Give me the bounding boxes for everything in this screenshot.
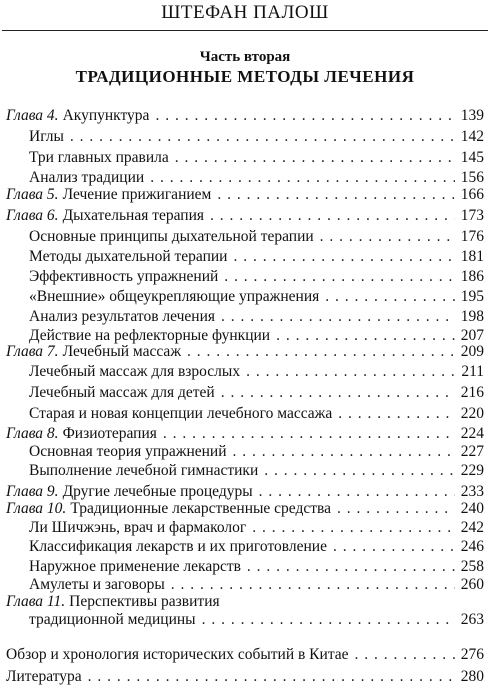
dot-leader <box>325 287 454 307</box>
part-subtitle: ТРАДИЦИОННЫЕ МЕТОДЫ ЛЕЧЕНИЯ <box>75 67 415 86</box>
toc-page-number: 211 <box>461 363 484 380</box>
toc-entry-title: Другие лечебные процедуры <box>62 483 253 500</box>
toc-section-entry <box>29 404 484 424</box>
toc-section-entry <box>29 247 484 267</box>
dot-leader <box>202 610 455 630</box>
toc-page-number: 142 <box>460 128 484 145</box>
toc-chapter-label: Глава 7. <box>6 343 59 360</box>
dot-leader <box>252 518 455 538</box>
toc-entry-title: Эффективность упражнений <box>29 268 219 285</box>
dot-leader <box>333 537 455 557</box>
dot-leader <box>187 342 455 362</box>
toc-section-entry <box>29 267 484 287</box>
dot-leader <box>210 206 455 226</box>
toc-entry-title: Старая и новая концепции лечебного массажа <box>29 405 333 422</box>
dot-leader <box>155 106 454 126</box>
toc-page-number: 198 <box>460 308 484 325</box>
toc-entry-title: Лечение прижиганием <box>62 186 212 203</box>
dot-leader <box>320 227 455 247</box>
dot-leader <box>175 148 455 168</box>
toc-page-number: 229 <box>460 462 484 479</box>
toc-page-number: 195 <box>460 288 484 305</box>
toc-entry-title: Перспективы развития <box>69 593 220 610</box>
dot-leader <box>355 645 455 665</box>
dot-leader <box>338 404 454 424</box>
toc-page-number: 227 <box>460 443 484 460</box>
toc-page-number: 173 <box>460 207 484 224</box>
toc-chapter-entry <box>6 185 484 205</box>
dot-leader <box>221 307 455 327</box>
toc-page-number: 186 <box>460 268 484 285</box>
toc-page-number: 224 <box>460 425 484 442</box>
toc-chapter-label: Глава 6. <box>6 207 59 224</box>
running-head: ШТЕФАН ПАЛОШ <box>161 2 329 23</box>
toc-section-entry <box>6 645 484 665</box>
toc-entry-title: Три главных правила <box>29 149 169 166</box>
dot-leader <box>233 442 455 462</box>
toc-page-number: 181 <box>460 248 484 265</box>
toc-entry-title: Иглы <box>29 128 64 145</box>
toc-chapter-entry <box>6 342 484 362</box>
toc-entry-title: Акупунктура <box>62 107 150 124</box>
toc-entry-title: Обзор и хронология исторических событий в Китае <box>6 646 349 663</box>
dot-leader <box>337 499 455 519</box>
toc-entry-title: Традиционные лекарственные средства <box>70 500 331 517</box>
toc-page-number: 166 <box>460 186 484 203</box>
dot-leader <box>246 362 455 382</box>
toc-page-number: 242 <box>460 519 484 536</box>
toc-page-number: 263 <box>460 611 484 628</box>
dot-leader <box>163 424 455 444</box>
toc-entry-title: Лечебный массаж <box>62 343 182 360</box>
toc-entry-title: Ли Шичжэнь, врач и фармаколог <box>29 519 247 536</box>
toc-chapter-label: Глава 9. <box>6 483 59 500</box>
toc-page-number: 258 <box>460 558 484 575</box>
part-title: Часть вторая <box>199 49 291 65</box>
toc-page-number: 246 <box>460 538 484 555</box>
toc-chapter-label: Глава 10. <box>6 500 67 517</box>
dot-leader <box>264 461 454 481</box>
toc-page-number: 176 <box>460 228 484 245</box>
toc-section-entry <box>29 442 484 462</box>
toc-section-entry <box>29 287 484 307</box>
toc-entry-title: Анализ традиции <box>29 169 145 186</box>
toc-section-entry <box>29 148 484 168</box>
toc-entry-title: «Внешние» общеукрепляющие упражнения <box>29 288 320 305</box>
toc-entry-title: Основные принципы дыхательной терапии <box>29 228 314 245</box>
header-rule <box>2 30 488 31</box>
toc-chapter-entry <box>6 206 484 226</box>
toc-section-entry <box>29 307 484 327</box>
toc-page-number: 216 <box>460 384 484 401</box>
toc-chapter-label: Глава 4. <box>6 107 59 124</box>
dot-leader <box>217 185 454 205</box>
toc-chapter-label: Глава 5. <box>6 186 59 203</box>
toc-entry-title: Методы дыхательной терапии <box>29 248 228 265</box>
toc-entry-title: Литература <box>6 668 82 685</box>
toc-section-entry <box>29 362 484 382</box>
toc-entry-title: Наружное применение лекарств <box>29 558 241 575</box>
toc-section-entry <box>29 610 484 630</box>
toc-chapter-entry <box>6 499 484 519</box>
toc-entry-title: Лечебный массаж для детей <box>29 384 215 401</box>
toc-entry-title: Амулеты и заговоры <box>29 576 165 593</box>
toc-entry-title: Дыхательная терапия <box>62 207 205 224</box>
toc-page-number: 240 <box>460 500 484 517</box>
toc-page-number: 276 <box>460 646 484 663</box>
dot-leader <box>221 383 455 403</box>
toc-section-entry <box>29 127 484 147</box>
toc-section-entry <box>29 383 484 403</box>
toc-section-entry <box>29 537 484 557</box>
toc-entry-title: Лечебный массаж для взрослых <box>29 363 241 380</box>
toc-section-entry <box>29 227 484 247</box>
toc-section-entry <box>6 667 484 687</box>
toc-entry-title: Физиотерапия <box>62 425 157 442</box>
toc-chapter-entry <box>6 592 484 612</box>
toc-page-number: 207 <box>460 327 484 344</box>
toc-entry-title: традиционной медицины <box>29 611 196 628</box>
toc-section-entry <box>29 461 484 481</box>
toc-chapter-label: Глава 11. <box>6 593 66 610</box>
toc-entry-title: Действие на рефлекторные функции <box>29 327 271 344</box>
toc-page-number: 145 <box>460 149 484 166</box>
toc-page-number: 139 <box>460 107 484 124</box>
toc-entry-title: Классификация лекарств и их приготовление <box>29 538 327 555</box>
toc-entry-title: Анализ результатов лечения <box>29 308 216 325</box>
dot-leader <box>88 667 455 687</box>
toc-page-number: 209 <box>460 343 484 360</box>
toc-entry-title: Основная теория упражнений <box>29 443 227 460</box>
dot-leader <box>233 247 454 267</box>
dot-leader <box>247 557 455 577</box>
toc-chapter-entry <box>6 424 484 444</box>
dot-leader <box>70 127 455 147</box>
toc-page-number: 280 <box>460 668 484 685</box>
toc-page-number: 220 <box>460 405 484 422</box>
toc-page-number: 156 <box>460 169 484 186</box>
toc-section-entry <box>29 557 484 577</box>
toc-section-entry <box>29 518 484 538</box>
toc-page-number: 260 <box>460 576 484 593</box>
toc-chapter-label: Глава 8. <box>6 425 59 442</box>
toc-page-number: 233 <box>460 483 484 500</box>
toc-chapter-entry <box>6 106 484 126</box>
dot-leader <box>224 267 454 287</box>
toc-entry-title: Выполнение лечебной гимнастики <box>29 462 259 479</box>
